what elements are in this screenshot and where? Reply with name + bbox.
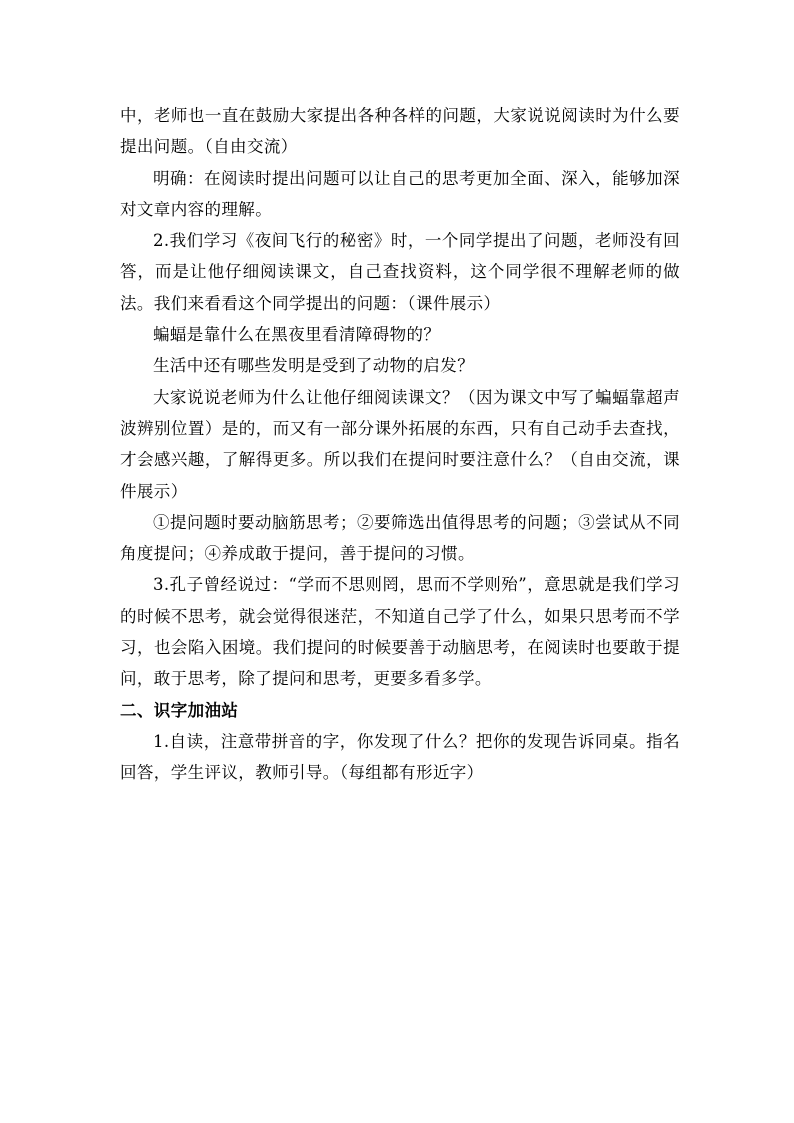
paragraph-tips-list: ①提问题时要动脑筋思考；②要筛选出值得思考的问题；③尝试从不同角度提问；④养成敢于提问，善于提问的习惯。 [120, 512, 680, 564]
paragraph-question-bat: 蝙蝠是靠什么在黑夜里看清障碍物的？ [153, 325, 441, 345]
paragraph-point-2: 2.我们学习《夜间飞行的秘密》时，一个同学提出了问题，老师没有回答，而是让他仔细阅读课文，自己查找资料，这个同学很不理解老师的做法。我们来看看这个同学提出的问题：（课件展示） [120, 231, 680, 313]
section-heading-literacy: 二、识字加油站 [120, 700, 239, 720]
paragraph-discussion: 大家说说老师为什么让他仔细阅读课文？（因为课文中写了蝙蝠靠超声波辨别位置）是的，而又有一部分课外拓展的东西，只有自己动手去查找，才会感兴趣，了解得更多。所以我们在提问时要注意什么？（自由交流，课件展示） [120, 387, 680, 501]
document-page [120, 100, 680, 789]
paragraph-literacy-1: 1.自读，注意带拼音的字，你发现了什么？把你的发现告诉同桌。指名回答，学生评议，教师引导。（每组都有形近字） [120, 731, 680, 783]
paragraph-continuation: 中，老师也一直在鼓励大家提出各种各样的问题，大家说说阅读时为什么要提出问题。（自由交流） [120, 106, 680, 157]
paragraph-question-inventions: 生活中还有哪些发明是受到了动物的启发？ [153, 356, 475, 376]
paragraph-point-3: 3.孔子曾经说过：“学而不思则罔，思而不学则殆”，意思就是我们学习的时候不思考，就会觉得很迷茫，不知道自己学了什么，如果只思考而不学习，也会陷入困境。我们提问的时候要善于动脑思考，在阅读时也要敢于提问，敢于思考，除了提问和思考，更要多看多学。 [120, 575, 680, 689]
paragraph-clarification: 明确：在阅读时提出问题可以让自己的思考更加全面、深入，能够加深对文章内容的理解。 [120, 168, 680, 219]
